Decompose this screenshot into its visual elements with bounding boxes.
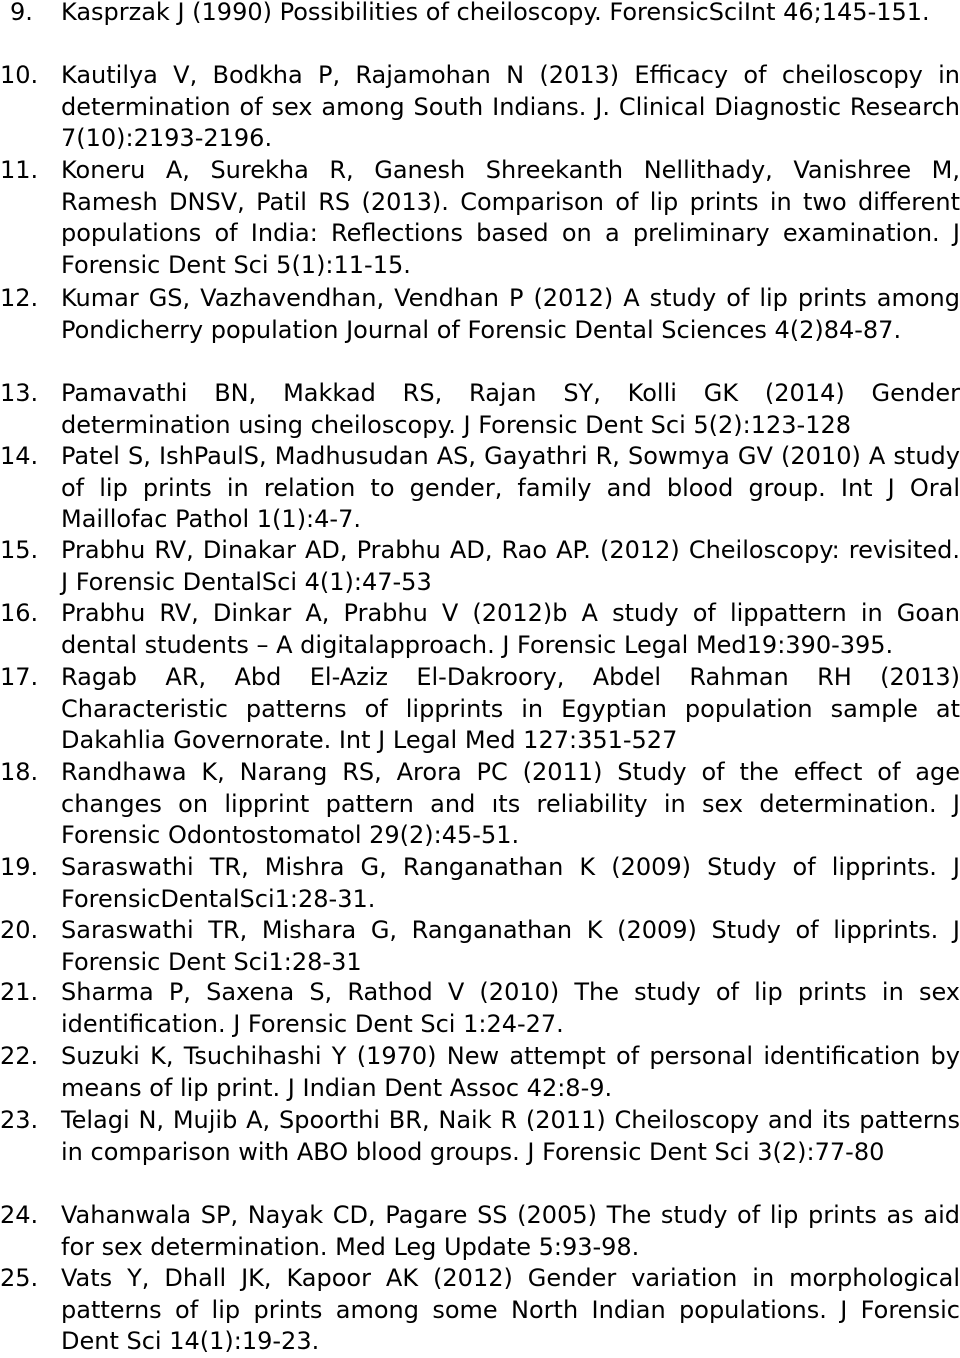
reference-text: Kasprzak J (1990) Possibilities of cheiloscopy. ForensicSciInt 46;145-151. xyxy=(61,0,930,26)
reference-number: 12. xyxy=(0,284,39,312)
reference-number: 15. xyxy=(0,536,39,564)
reference-text: Suzuki K, Tsuchihashi Y (1970) New attempt of personal identification by means of lip print. J Indian Dent Assoc 42:8-9. xyxy=(61,1042,960,1102)
reference-number: 22. xyxy=(0,1042,39,1070)
reference-number: 21. xyxy=(0,978,39,1006)
reference-text: Saraswathi TR, Mishara G, Ranganathan K (2009) Study of lipprints. J Forensic Dent Sci1:28-31 xyxy=(61,916,960,976)
reference-number: 9. xyxy=(10,0,33,26)
reference-text: Vats Y, Dhall JK, Kapoor AK (2012) Gender variation in morphological patterns of lip prints among some North Indian populations. J Forensic Dent Sci 14(1):19-23. xyxy=(61,1264,960,1356)
reference-number: 24. xyxy=(0,1201,39,1229)
reference-text: Vahanwala SP, Nayak CD, Pagare SS (2005) The study of lip prints as aid for sex determination. Med Leg Update 5:93-98. xyxy=(61,1201,960,1261)
reference-number: 20. xyxy=(0,916,39,944)
reference-text: Koneru A, Surekha R, Ganesh Shreekanth Nellithady, Vanishree M, Ramesh DNSV, Patil RS (2013). Comparison of lip prints in two different populations of India: Reflections based on a preliminary examination. J Forensic Dent Sci 5(1):11-15. xyxy=(61,156,960,279)
reference-number: 23. xyxy=(0,1106,39,1134)
reference-text: Pamavathi BN, Makkad RS, Rajan SY, Kolli GK (2014) Gender determination using cheiloscopy. J Forensic Dent Sci 5(2):123-128 xyxy=(61,379,960,439)
reference-text: Patel S, IshPaulS, Madhusudan AS, Gayathri R, Sowmya GV (2010) A study of lip prints in relation to gender, family and blood group. Int J Oral Maillofac Pathol 1(1):4-7. xyxy=(61,442,960,534)
reference-text: Sharma P, Saxena S, Rathod V (2010) The study of lip prints in sex identification. J Forensic Dent Sci 1:24-27. xyxy=(61,978,960,1038)
reference-number: 16. xyxy=(0,599,39,627)
reference-number: 19. xyxy=(0,853,39,881)
reference-number: 13. xyxy=(0,379,39,407)
reference-number: 18. xyxy=(0,758,39,786)
reference-number: 14. xyxy=(0,442,39,470)
reference-number: 10. xyxy=(0,61,39,89)
reference-text: Randhawa K, Narang RS, Arora PC (2011) Study of the effect of age changes on lipprint pattern and ıts reliability in sex determination. J Forensic Odontostomatol 29(2):45-51. xyxy=(61,758,960,850)
reference-number: 17. xyxy=(0,663,39,691)
reference-text: Prabhu RV, Dinakar AD, Prabhu AD, Rao AP. (2012) Cheiloscopy: revisited. J Forensic DentalSci 4(1):47-53 xyxy=(61,536,960,596)
reference-text: Kautilya V, Bodkha P, Rajamohan N (2013) Efficacy of cheiloscopy in determination of sex among South Indians. J. Clinical Diagnostic Research 7(10):2193-2196. xyxy=(61,61,960,153)
reference-text: Kumar GS, Vazhavendhan, Vendhan P (2012) A study of lip prints among Pondicherry population Journal of Forensic Dental Sciences 4(2)84-87. xyxy=(61,284,960,344)
reference-text: Prabhu RV, Dinkar A, Prabhu V (2012)b A study of lippattern in Goan dental students – A digitalapproach. J Forensic Legal Med19:390-395. xyxy=(61,599,960,659)
reference-text: Telagi N, Mujib A, Spoorthi BR, Naik R (2011) Cheiloscopy and its patterns in comparison with ABO blood groups. J Forensic Dent Sci 3(2):77-80 xyxy=(61,1106,960,1166)
reference-text: Ragab AR, Abd El-Aziz El-Dakroory, Abdel Rahman RH (2013) Characteristic patterns of lipprints in Egyptian population sample at Dakahlia Governorate. Int J Legal Med 127:351-527 xyxy=(61,663,960,755)
reference-number: 25. xyxy=(0,1264,39,1292)
reference-text: Saraswathi TR, Mishra G, Ranganathan K (2009) Study of lipprints. J ForensicDentalSci1:28-31. xyxy=(61,853,960,913)
reference-number: 11. xyxy=(0,156,39,184)
